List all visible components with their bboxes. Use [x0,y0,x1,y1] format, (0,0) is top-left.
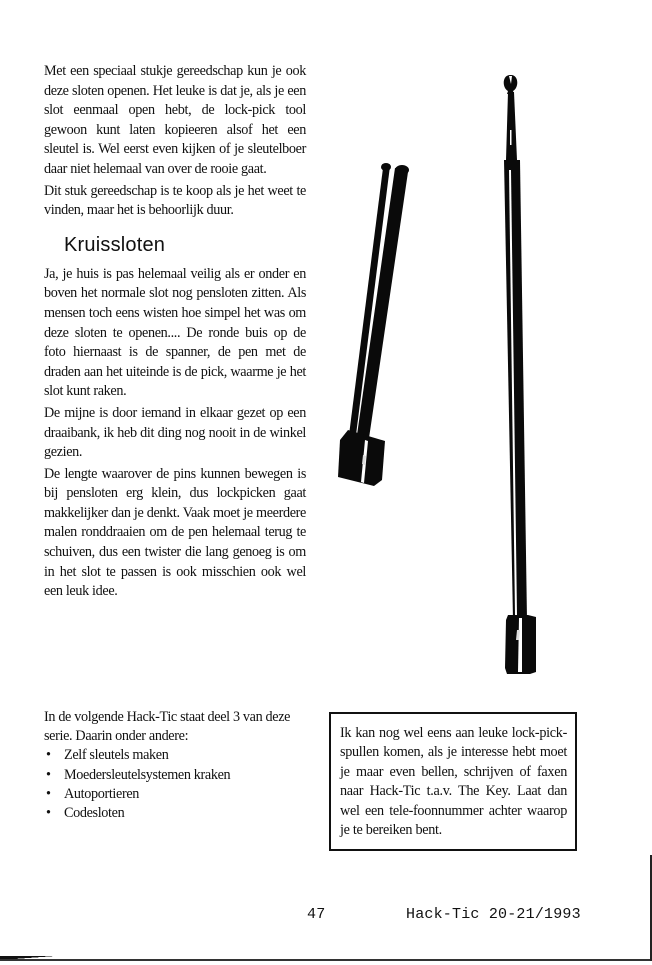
bullet-icon: • [46,805,51,822]
list-item [44,766,306,785]
list-item-label: Autoportieren [64,785,140,802]
publication-issue: Hack-Tic 20-21/1993 [406,906,581,923]
lockpick-tools-illustration [330,60,570,690]
next-issue-list [44,746,306,823]
list-item [44,785,306,804]
list-item [44,746,306,765]
bullet-icon: • [46,785,51,802]
section-paragraph-3: De lengte waarover de pins kunnen bewegen is bij pensloten erg klein, dus lockpicken gaat makkelijker dan je denkt. Vaak moet je meerdere malen ronddraaien om de pen helemaal terug te schuiven, dus een twister die lang genoeg is om in het slot te passen is ook misschien ook wel een leuk idee. [44,465,306,600]
bullet-icon: • [46,766,51,783]
list-item-label: Moedersleutelsystemen kraken [64,766,231,783]
next-issue-section [44,708,306,823]
list-item-label: Codesloten [64,805,125,822]
main-text-column [44,62,306,604]
contact-note-text: Ik kan nog wel eens aan leuke lock-pick-spullen komen, als je interesse hebt moet je maar even bellen, schrijven of faxen naar Hack-Tic t.a.v. The Key. Laat dan wel een tele-foonnummer achter waarop je te bereiken bent. [340,725,567,839]
pick-pen-icon [504,75,536,674]
contact-note-box [329,712,577,851]
section-paragraph-1: Ja, je huis is pas helemaal veilig als er onder en boven het normale slot nog pensloten zitten. Als mensen toch eens wisten hoe simpel het was om deze sloten te openen.... De ronde buis op de foto hiernaast is de spanner, de pen met de draden aan het uiteinde is de pick, waarme je het slot kunt raken. [44,265,306,400]
intro-paragraph-1: Met een speciaal stukje gereedschap kun je ook deze sloten openen. Het leuke is dat je, als je een slot eenmaal open hebt, de lock-pick tool gewoon kunt laten kopieeren alsof het een sleutel is. Wel eerst even kijken of je sleutelboer daar niet helemaal van over de rooie gaat. [44,63,306,177]
page-number: 47 [307,906,326,923]
lockpick-tools-photo [330,60,570,690]
section-heading: Kruissloten [64,233,166,256]
next-issue-intro: In de volgende Hack-Tic staat deel 3 van deze serie. Daarin onder andere: [44,709,291,745]
section-paragraph-2: De mijne is door iemand in elkaar gezet op een draaibank, ik heb dit ding nog nooit in de winkel gezien. [44,404,306,461]
list-item [44,804,306,823]
intro-paragraph-2: Dit stuk gereedschap is te koop als je het weet te vinden, maar het is behoorlijk duur. [44,182,306,219]
list-item-label: Zelf sleutels maken [64,747,169,764]
bullet-icon: • [46,747,51,764]
spanner-tube-icon [338,163,409,486]
bottom-rule [0,959,652,961]
